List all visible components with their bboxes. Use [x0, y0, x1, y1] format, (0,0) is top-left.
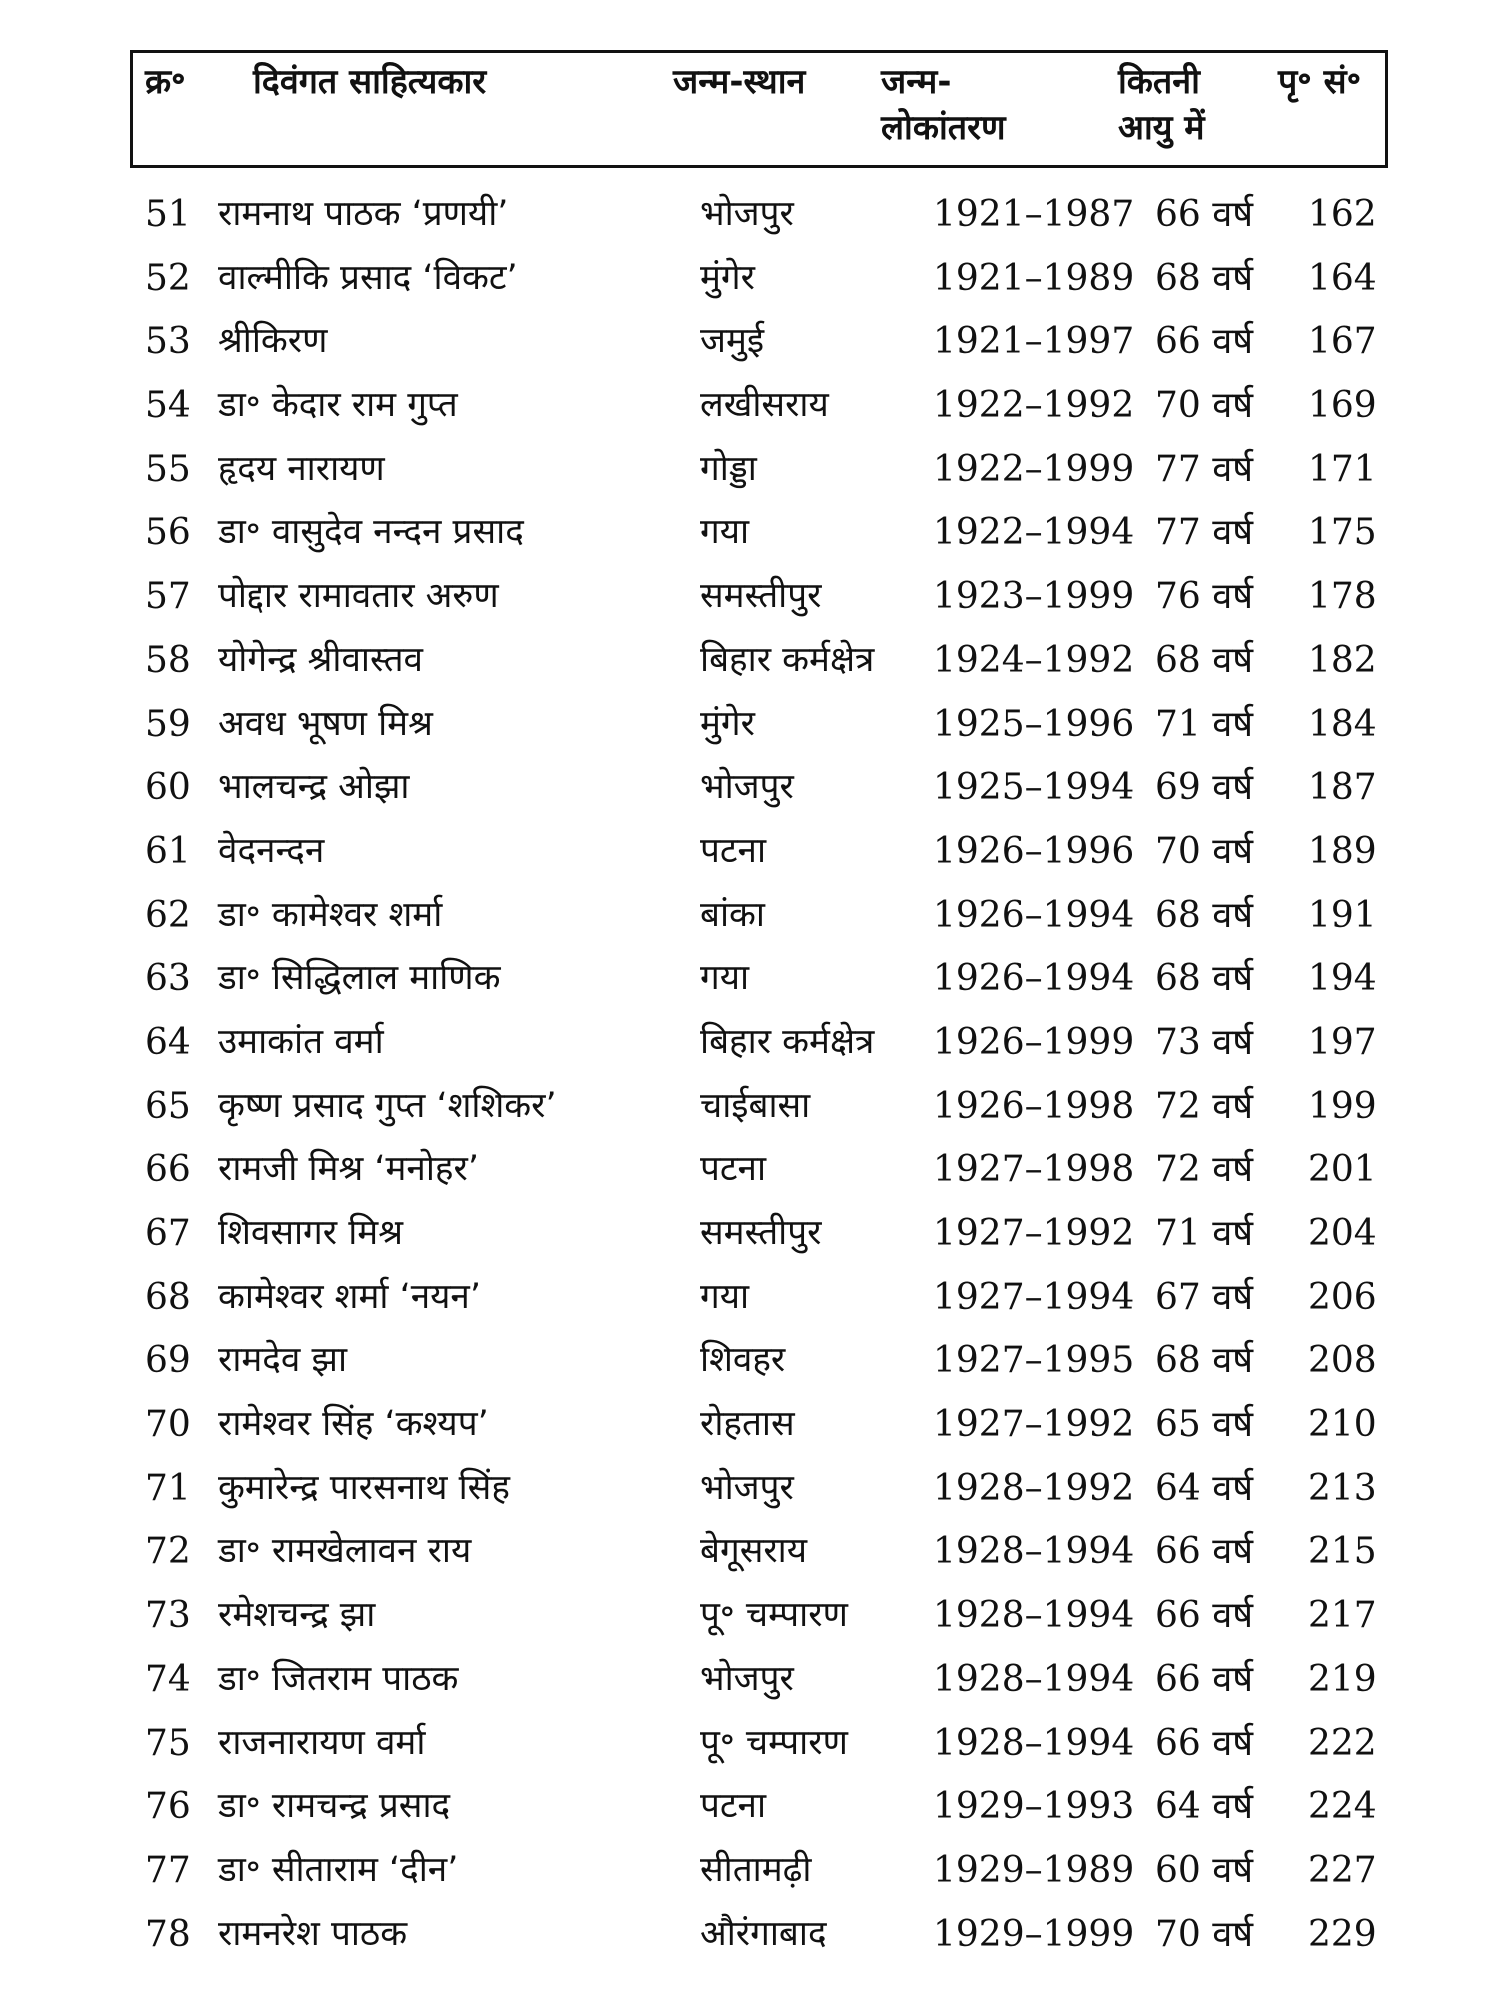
cell-age: 68 वर्ष [1155, 257, 1254, 299]
header-lifespan-line-1: जन्म- [881, 62, 952, 102]
table-row [0, 1903, 1500, 1967]
cell-age: 66 वर्ष [1155, 1658, 1254, 1700]
cell-writer-name: रामदेव झा [218, 1340, 348, 1381]
cell-page-number: 169 [1308, 385, 1377, 427]
cell-page-number: 224 [1308, 1786, 1377, 1828]
cell-birth-place: पू॰ चम्पारण [700, 1722, 848, 1763]
cell-page-number: 219 [1308, 1658, 1377, 1700]
cell-lifespan: 1921–1987 [933, 194, 1135, 235]
cell-birth-place: औरंगाबाद [700, 1913, 827, 1954]
cell-writer-name: डा॰ सिद्धिलाल माणिक [218, 958, 501, 999]
cell-birth-place: बेगूसराय [700, 1531, 808, 1572]
cell-serial-number: 65 [145, 1085, 191, 1127]
cell-serial-number: 57 [145, 576, 191, 618]
cell-age: 66 वर्ष [1155, 321, 1254, 363]
cell-serial-number: 66 [145, 1149, 191, 1191]
cell-age: 65 वर्ष [1155, 1404, 1254, 1446]
table-row [0, 884, 1500, 948]
cell-lifespan: 1927–1994 [933, 1276, 1135, 1318]
cell-page-number: 213 [1308, 1467, 1377, 1509]
header-serial-number: क्र॰ [145, 62, 186, 102]
cell-page-number: 175 [1308, 512, 1377, 554]
cell-lifespan: 1927–1992 [933, 1404, 1135, 1446]
cell-page-number: 215 [1308, 1531, 1377, 1573]
cell-birth-place: बिहार कर्मक्षेत्र [700, 1021, 875, 1062]
cell-serial-number: 77 [145, 1849, 191, 1891]
cell-serial-number: 62 [145, 894, 191, 936]
cell-writer-name: कामेश्वर शर्मा ‘नयन’ [218, 1276, 481, 1317]
cell-birth-place: समस्तीपुर [700, 1213, 822, 1253]
table-row [0, 1775, 1500, 1839]
cell-serial-number: 70 [145, 1404, 191, 1446]
table-row [0, 1839, 1500, 1903]
table-row [0, 693, 1500, 757]
cell-birth-place: पटना [700, 1149, 767, 1190]
cell-lifespan: 1928–1992 [933, 1467, 1135, 1509]
cell-age: 68 वर्ष [1155, 894, 1254, 936]
cell-birth-place: बांका [700, 894, 765, 935]
cell-birth-place: भोजपुर [700, 194, 794, 234]
cell-birth-place: समस्तीपुर [700, 576, 822, 617]
cell-lifespan: 1929–1999 [933, 1913, 1135, 1955]
cell-birth-place: गया [700, 1276, 750, 1317]
header-lifespan [881, 59, 1006, 151]
cell-serial-number: 55 [145, 448, 191, 490]
header-writer-name: दिवंगत साहित्यकार [253, 62, 487, 102]
cell-age: 60 वर्ष [1155, 1849, 1254, 1891]
cell-page-number: 164 [1308, 257, 1377, 299]
cell-age: 71 वर्ष [1155, 1213, 1254, 1254]
cell-writer-name: डा॰ केदार राम गुप्त [218, 385, 458, 426]
cell-age: 71 वर्ष [1155, 703, 1254, 745]
cell-birth-place: पू॰ चम्पारण [700, 1595, 848, 1636]
cell-page-number: 201 [1308, 1149, 1377, 1191]
cell-birth-place: पटना [700, 830, 767, 871]
cell-age: 66 वर्ष [1155, 194, 1254, 235]
cell-lifespan: 1924–1992 [933, 639, 1135, 681]
table-row [0, 1520, 1500, 1584]
table-row [0, 1202, 1500, 1266]
cell-page-number: 229 [1308, 1913, 1377, 1955]
cell-serial-number: 71 [145, 1467, 191, 1509]
cell-age: 68 वर्ष [1155, 1340, 1254, 1382]
table-row [0, 438, 1500, 502]
cell-page-number: 208 [1308, 1340, 1377, 1382]
cell-serial-number: 72 [145, 1531, 191, 1573]
cell-age: 66 वर्ष [1155, 1531, 1254, 1573]
cell-age: 72 वर्ष [1155, 1085, 1254, 1127]
cell-serial-number: 74 [145, 1658, 191, 1700]
table-row [0, 1648, 1500, 1712]
table-row [0, 1138, 1500, 1202]
cell-lifespan: 1926–1998 [933, 1085, 1135, 1127]
cell-birth-place: गोड्डा [700, 448, 757, 489]
cell-lifespan: 1927–1995 [933, 1340, 1135, 1382]
table-row [0, 1712, 1500, 1776]
cell-birth-place: शिवहर [700, 1340, 786, 1381]
cell-writer-name: डा॰ सीताराम ‘दीन’ [218, 1849, 459, 1890]
table-row [0, 501, 1500, 565]
cell-lifespan: 1926–1999 [933, 1021, 1135, 1063]
cell-page-number: 217 [1308, 1595, 1377, 1637]
cell-birth-place: गया [700, 512, 750, 553]
cell-writer-name: रमेशचन्द्र झा [218, 1595, 376, 1636]
cell-birth-place: भोजपुर [700, 1658, 794, 1699]
cell-lifespan: 1928–1994 [933, 1595, 1135, 1637]
cell-age: 68 वर्ष [1155, 958, 1254, 1000]
cell-page-number: 222 [1308, 1722, 1377, 1764]
table-row [0, 947, 1500, 1011]
cell-page-number: 184 [1308, 703, 1377, 745]
cell-page-number: 204 [1308, 1213, 1377, 1254]
header-birth-place: जन्म-स्थान [673, 62, 806, 102]
cell-age: 73 वर्ष [1155, 1021, 1254, 1063]
cell-serial-number: 54 [145, 385, 191, 427]
cell-lifespan: 1929–1993 [933, 1786, 1135, 1828]
cell-page-number: 162 [1308, 194, 1377, 235]
header-lifespan-line-2: लोकांतरण [881, 108, 1006, 148]
cell-age: 64 वर्ष [1155, 1786, 1254, 1828]
table-row [0, 1266, 1500, 1330]
cell-age: 69 वर्ष [1155, 767, 1254, 809]
table-row [0, 1457, 1500, 1521]
cell-serial-number: 68 [145, 1276, 191, 1318]
cell-serial-number: 78 [145, 1913, 191, 1955]
cell-page-number: 227 [1308, 1849, 1377, 1891]
cell-birth-place: भोजपुर [700, 767, 794, 808]
cell-serial-number: 61 [145, 830, 191, 872]
cell-writer-name: डा॰ जितराम पाठक [218, 1658, 459, 1699]
cell-writer-name: डा॰ रामखेलावन राय [218, 1531, 472, 1572]
table-row [0, 1075, 1500, 1139]
cell-birth-place: मुंगेर [700, 703, 755, 744]
cell-page-number: 199 [1308, 1085, 1377, 1127]
cell-lifespan: 1921–1997 [933, 321, 1135, 363]
cell-birth-place: लखीसराय [700, 385, 829, 426]
table-row [0, 756, 1500, 820]
cell-lifespan: 1928–1994 [933, 1722, 1135, 1764]
cell-page-number: 189 [1308, 830, 1377, 872]
cell-age: 77 वर्ष [1155, 448, 1254, 490]
header-age-line-1: कितनी [1118, 62, 1200, 102]
cell-page-number: 187 [1308, 767, 1377, 809]
cell-lifespan: 1925–1994 [933, 767, 1135, 809]
cell-serial-number: 51 [145, 194, 191, 235]
cell-writer-name: रामेश्वर सिंह ‘कश्यप’ [218, 1404, 489, 1445]
cell-serial-number: 56 [145, 512, 191, 554]
cell-writer-name: योगेन्द्र श्रीवास्तव [218, 639, 423, 680]
cell-lifespan: 1925–1996 [933, 703, 1135, 745]
cell-writer-name: वेदनन्दन [218, 830, 325, 871]
cell-page-number: 178 [1308, 576, 1377, 618]
cell-birth-place: चाईबासा [700, 1085, 811, 1126]
cell-page-number: 194 [1308, 958, 1377, 1000]
cell-writer-name: रामजी मिश्र ‘मनोहर’ [218, 1149, 479, 1190]
cell-birth-place: जमुई [700, 321, 765, 362]
cell-writer-name: डा॰ वासुदेव नन्दन प्रसाद [218, 512, 524, 553]
cell-serial-number: 60 [145, 767, 191, 809]
cell-writer-name: श्रीकिरण [218, 321, 328, 362]
cell-page-number: 197 [1308, 1021, 1377, 1063]
header-age-line-2: आयु में [1118, 108, 1205, 148]
cell-serial-number: 73 [145, 1595, 191, 1637]
cell-page-number: 182 [1308, 639, 1377, 681]
cell-lifespan: 1922–1992 [933, 385, 1135, 427]
cell-page-number: 206 [1308, 1276, 1377, 1318]
cell-birth-place: मुंगेर [700, 257, 755, 298]
cell-birth-place: बिहार कर्मक्षेत्र [700, 639, 875, 680]
cell-lifespan: 1928–1994 [933, 1658, 1135, 1700]
cell-age: 66 वर्ष [1155, 1722, 1254, 1764]
table-row [0, 1584, 1500, 1648]
cell-serial-number: 76 [145, 1786, 191, 1828]
cell-page-number: 210 [1308, 1404, 1377, 1446]
cell-serial-number: 63 [145, 958, 191, 1000]
cell-age: 66 वर्ष [1155, 1595, 1254, 1637]
cell-age: 70 वर्ष [1155, 830, 1254, 872]
cell-writer-name: हृदय नारायण [218, 448, 385, 489]
cell-lifespan: 1928–1994 [933, 1531, 1135, 1573]
cell-serial-number: 58 [145, 639, 191, 681]
cell-page-number: 191 [1308, 894, 1377, 936]
cell-age: 67 वर्ष [1155, 1276, 1254, 1318]
table-row [0, 374, 1500, 438]
cell-lifespan: 1923–1999 [933, 576, 1135, 618]
cell-serial-number: 75 [145, 1722, 191, 1764]
cell-lifespan: 1927–1998 [933, 1149, 1135, 1191]
table-row [0, 310, 1500, 374]
cell-lifespan: 1926–1994 [933, 894, 1135, 936]
table-row [0, 1011, 1500, 1075]
cell-birth-place: भोजपुर [700, 1467, 794, 1508]
cell-birth-place: सीतामढ़ी [700, 1849, 812, 1890]
cell-birth-place: रोहतास [700, 1404, 795, 1445]
cell-lifespan: 1929–1989 [933, 1849, 1135, 1891]
cell-writer-name: उमाकांत वर्मा [218, 1021, 384, 1062]
cell-page-number: 167 [1308, 321, 1377, 363]
cell-writer-name: डा॰ रामचन्द्र प्रसाद [218, 1786, 451, 1827]
cell-page-number: 171 [1308, 448, 1377, 490]
cell-age: 68 वर्ष [1155, 639, 1254, 681]
cell-serial-number: 67 [145, 1213, 191, 1254]
cell-writer-name: वाल्मीकि प्रसाद ‘विकट’ [218, 257, 518, 298]
cell-writer-name: राजनारायण वर्मा [218, 1722, 426, 1763]
cell-birth-place: गया [700, 958, 750, 999]
table-row [0, 183, 1500, 247]
cell-serial-number: 53 [145, 321, 191, 363]
table-row [0, 1329, 1500, 1393]
table-header [130, 50, 1388, 168]
cell-age: 77 वर्ष [1155, 512, 1254, 554]
cell-age: 70 वर्ष [1155, 385, 1254, 427]
cell-lifespan: 1926–1996 [933, 830, 1135, 872]
cell-writer-name: भालचन्द्र ओझा [218, 767, 410, 808]
table-row [0, 565, 1500, 629]
cell-writer-name: शिवसागर मिश्र [218, 1213, 403, 1253]
cell-age: 76 वर्ष [1155, 576, 1254, 618]
header-page-number: पृ॰ सं॰ [1278, 62, 1362, 102]
cell-lifespan: 1921–1989 [933, 257, 1135, 299]
cell-writer-name: रामनरेश पाठक [218, 1913, 408, 1954]
table-row [0, 1393, 1500, 1457]
cell-serial-number: 52 [145, 257, 191, 299]
cell-serial-number: 64 [145, 1021, 191, 1063]
cell-birth-place: पटना [700, 1786, 767, 1827]
cell-age: 72 वर्ष [1155, 1149, 1254, 1191]
table-body [0, 183, 1500, 1966]
table-row [0, 247, 1500, 311]
cell-writer-name: अवध भूषण मिश्र [218, 703, 433, 744]
cell-writer-name: कृष्ण प्रसाद गुप्त ‘शशिकर’ [218, 1085, 557, 1126]
cell-lifespan: 1922–1994 [933, 512, 1135, 554]
header-age [1118, 59, 1205, 151]
cell-age: 64 वर्ष [1155, 1467, 1254, 1509]
cell-writer-name: पोद्दार रामावतार अरुण [218, 576, 499, 617]
cell-writer-name: रामनाथ पाठक ‘प्रणयी’ [218, 194, 509, 234]
cell-serial-number: 59 [145, 703, 191, 745]
cell-serial-number: 69 [145, 1340, 191, 1382]
cell-lifespan: 1922–1999 [933, 448, 1135, 490]
cell-lifespan: 1926–1994 [933, 958, 1135, 1000]
table-row [0, 820, 1500, 884]
cell-age: 70 वर्ष [1155, 1913, 1254, 1955]
table-row [0, 629, 1500, 693]
cell-lifespan: 1927–1992 [933, 1213, 1135, 1254]
cell-writer-name: डा॰ कामेश्वर शर्मा [218, 894, 443, 935]
cell-writer-name: कुमारेन्द्र पारसनाथ सिंह [218, 1467, 510, 1508]
